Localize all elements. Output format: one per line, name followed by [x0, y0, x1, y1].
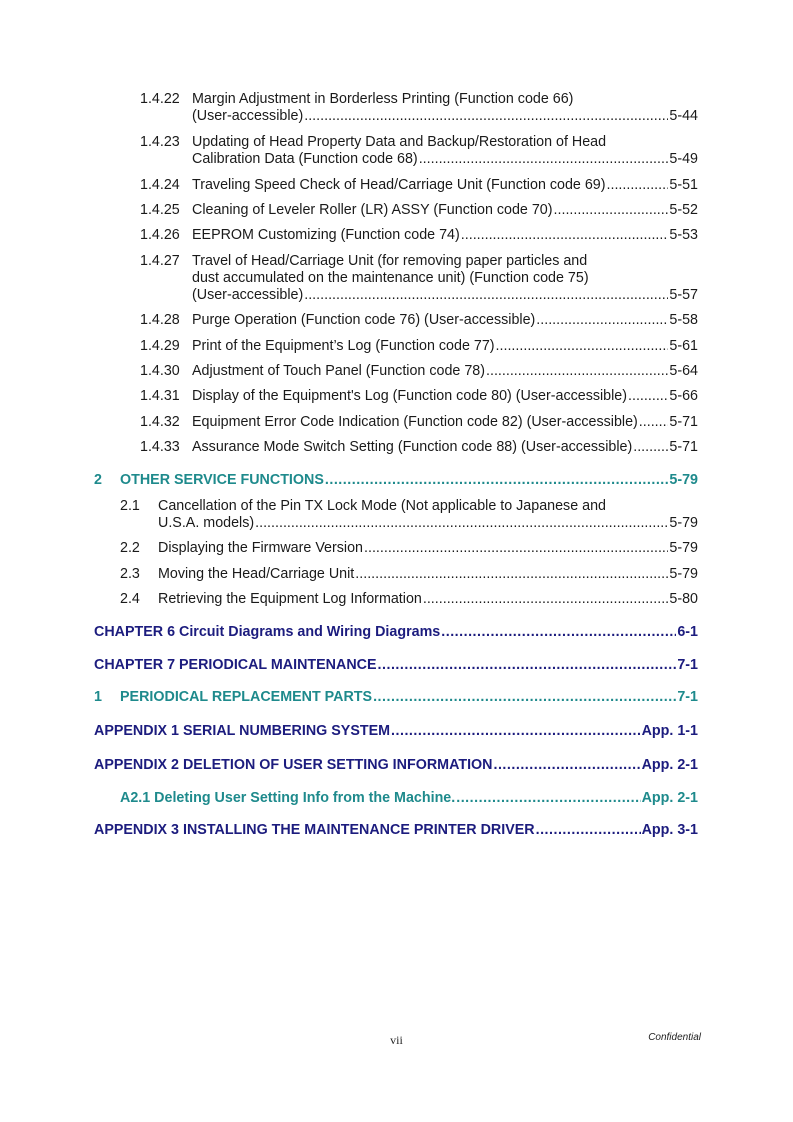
entry-title: APPENDIX 3 INSTALLING THE MAINTENANCE PRINTER DRIVER	[94, 822, 535, 838]
page-number: 5-79	[669, 472, 698, 488]
page-number: 5-71	[669, 414, 698, 430]
entry-title: EEPROM Customizing (Function code 74)	[192, 227, 460, 243]
page-number: 5-66	[669, 388, 698, 404]
dot-leader	[536, 822, 641, 839]
page-number: 5-61	[669, 338, 698, 354]
dot-leader	[255, 515, 668, 532]
entry-number: 2.4	[120, 591, 140, 607]
entry-title-line: dust accumulated on the maintenance unit) (Function code 75)	[192, 270, 589, 286]
toc-entry-1-4-22[interactable]	[140, 91, 698, 125]
entry-number: 1.4.22	[140, 91, 180, 107]
entry-title: CHAPTER 6 Circuit Diagrams and Wiring Diagrams	[94, 624, 441, 640]
entry-title: Traveling Speed Check of Head/Carriage Unit (Function code 69)	[192, 177, 606, 193]
dot-leader	[355, 566, 668, 583]
entry-title-line: Updating of Head Property Data and Backup/Restoration of Head	[192, 134, 607, 150]
toc-section-2[interactable]	[94, 472, 698, 489]
toc-chapter-6[interactable]	[94, 624, 698, 641]
page-number: App. 1-1	[641, 723, 698, 739]
entry-title: Print of the Equipment’s Log (Function code 77)	[192, 338, 495, 354]
page-number: 5-49	[669, 151, 698, 167]
page-number: 5-53	[669, 227, 698, 243]
entry-title: PERIODICAL REPLACEMENT PARTS	[120, 689, 373, 705]
toc-entry-1-4-23[interactable]	[140, 134, 698, 168]
page-number: 5-57	[669, 287, 698, 303]
dot-leader	[419, 151, 669, 168]
dot-leader	[456, 790, 640, 807]
dot-leader	[607, 177, 669, 194]
toc-entry-1-4-25[interactable]	[140, 202, 698, 219]
toc-appendix-2[interactable]	[94, 757, 698, 774]
entry-number: 1.4.31	[140, 388, 180, 404]
toc-entry-1-4-27[interactable]	[140, 253, 698, 304]
entry-number: 2.1	[120, 498, 140, 514]
page-number: App. 2-1	[641, 790, 698, 806]
toc-appendix-3[interactable]	[94, 822, 698, 839]
toc-entry-1-4-28[interactable]	[140, 312, 698, 329]
toc-entry-a2-1[interactable]	[120, 790, 698, 807]
toc-entry-2-1[interactable]	[120, 498, 698, 532]
entry-title: A2.1 Deleting User Setting Info from the Machine.	[120, 790, 456, 806]
page-number: 5-52	[669, 202, 698, 218]
toc-entry-1-4-33[interactable]	[140, 439, 698, 456]
toc-entry-1-4-32[interactable]	[140, 414, 698, 431]
entry-title: APPENDIX 2 DELETION OF USER SETTING INFORMATION	[94, 757, 493, 773]
entry-number: 2	[94, 472, 102, 488]
dot-leader	[391, 723, 641, 740]
entry-title: OTHER SERVICE FUNCTIONS	[120, 472, 324, 488]
entry-number: 1.4.28	[140, 312, 180, 328]
dot-leader	[486, 363, 668, 380]
page-number: 5-64	[669, 363, 698, 379]
entry-number: 1	[94, 689, 102, 705]
entry-title: Calibration Data (Function code 68)	[192, 151, 418, 167]
entry-title: Moving the Head/Carriage Unit	[158, 566, 355, 582]
toc-entry-1-4-26[interactable]	[140, 227, 698, 244]
entry-number: 1.4.23	[140, 134, 180, 150]
entry-title: Adjustment of Touch Panel (Function code 78)	[192, 363, 485, 379]
dot-leader	[364, 540, 668, 557]
entry-number: 1.4.32	[140, 414, 180, 430]
entry-title: CHAPTER 7 PERIODICAL MAINTENANCE	[94, 657, 377, 673]
toc-entry-1-4-30[interactable]	[140, 363, 698, 380]
page-number: 6-1	[677, 624, 698, 640]
toc-section-periodical-replacement-parts[interactable]	[94, 689, 698, 706]
dot-leader	[628, 388, 668, 405]
dot-leader	[378, 657, 677, 674]
entry-title: (User-accessible)	[192, 287, 304, 303]
page-number: 5-44	[669, 108, 698, 124]
toc-chapter-7[interactable]	[94, 657, 698, 674]
entry-number: 1.4.24	[140, 177, 180, 193]
entry-number: 1.4.26	[140, 227, 180, 243]
dot-leader	[493, 757, 640, 774]
dot-leader	[639, 414, 669, 431]
page-number: 5-80	[669, 591, 698, 607]
entry-title: U.S.A. models)	[158, 515, 255, 531]
dot-leader	[325, 472, 668, 489]
page-number: 7-1	[677, 689, 698, 705]
entry-title: (User-accessible)	[192, 108, 304, 124]
footer-page-number: vii	[390, 1033, 403, 1047]
entry-number: 1.4.29	[140, 338, 180, 354]
entry-title: APPENDIX 1 SERIAL NUMBERING SYSTEM	[94, 723, 391, 739]
dot-leader	[536, 312, 668, 329]
entry-title: Assurance Mode Switch Setting (Function code 88) (User-accessible)	[192, 439, 633, 455]
toc-entry-1-4-24[interactable]	[140, 177, 698, 194]
entry-number: 1.4.25	[140, 202, 180, 218]
entry-title: Display of the Equipment's Log (Function code 80) (User-accessible)	[192, 388, 628, 404]
page-number: 5-79	[669, 566, 698, 582]
dot-leader	[461, 227, 669, 244]
toc-appendix-1[interactable]	[94, 723, 698, 740]
entry-title-line: Margin Adjustment in Borderless Printing (Function code 66)	[192, 91, 574, 107]
entry-title: Retrieving the Equipment Log Information	[158, 591, 422, 607]
dot-leader	[373, 689, 676, 706]
dot-leader	[496, 338, 669, 355]
entry-number: 2.2	[120, 540, 140, 556]
toc-entry-2-2[interactable]	[120, 540, 698, 557]
page-number: 5-79	[669, 515, 698, 531]
page-number: 5-58	[669, 312, 698, 328]
page-number: 5-51	[669, 177, 698, 193]
entry-number: 2.3	[120, 566, 140, 582]
entry-title-line: Travel of Head/Carriage Unit (for removing paper particles and	[192, 253, 588, 269]
toc-entry-2-3[interactable]	[120, 566, 698, 583]
entry-title: Purge Operation (Function code 76) (User-accessible)	[192, 312, 536, 328]
entry-title: Equipment Error Code Indication (Function code 82) (User-accessible)	[192, 414, 638, 430]
toc-entry-1-4-31[interactable]	[140, 388, 698, 405]
dot-leader	[304, 287, 668, 304]
entry-title-line: Cancellation of the Pin TX Lock Mode (Not applicable to Japanese and	[158, 498, 606, 514]
entry-title: Cleaning of Leveler Roller (LR) ASSY (Function code 70)	[192, 202, 553, 218]
entry-number: 1.4.33	[140, 439, 180, 455]
entry-title: Displaying the Firmware Version	[158, 540, 364, 556]
dot-leader	[554, 202, 669, 219]
page-number: 5-79	[669, 540, 698, 556]
entry-number: 1.4.30	[140, 363, 180, 379]
footer-confidential: Confidential	[648, 1032, 701, 1043]
dot-leader	[441, 624, 676, 641]
toc-entry-2-4[interactable]	[120, 591, 698, 608]
toc-entry-1-4-29[interactable]	[140, 338, 698, 355]
dot-leader	[304, 108, 668, 125]
dot-leader	[423, 591, 669, 608]
page-number: 5-71	[669, 439, 698, 455]
entry-number: 1.4.27	[140, 253, 180, 269]
page-number: 7-1	[677, 657, 698, 673]
page-number: App. 3-1	[641, 822, 698, 838]
dot-leader	[633, 439, 668, 456]
page-number: App. 2-1	[641, 757, 698, 773]
